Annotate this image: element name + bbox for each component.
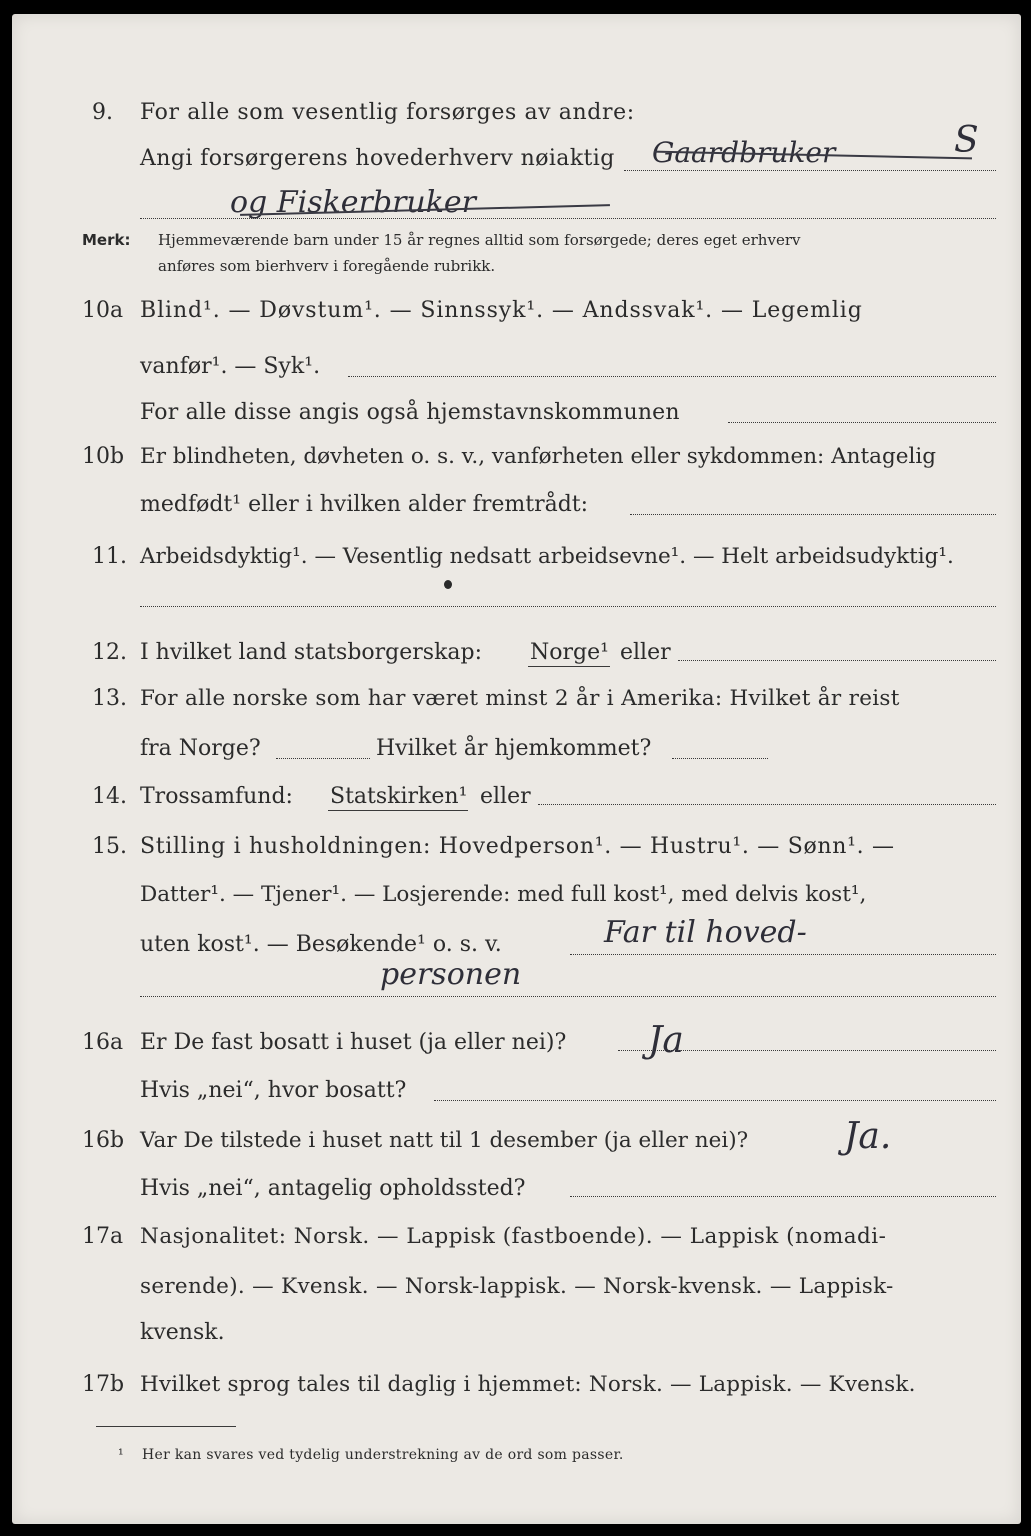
q15-line-3: uten kost¹. — Besøkende¹ o. s. v.: [140, 932, 502, 957]
q10a-hometown-line: [728, 422, 996, 423]
q12-number: 12.: [92, 640, 127, 665]
q16a-handwritten-answer: Ja: [648, 1020, 684, 1061]
q15-answer-line-1: [570, 954, 996, 955]
q16a-number: 16a: [82, 1030, 124, 1055]
q9-handwritten-answer-1: Gaardbruker: [652, 136, 836, 169]
q11-answer-line: [140, 606, 996, 607]
q15-answer-line-2: [140, 996, 996, 997]
q9-answer-line-1: [624, 170, 996, 171]
q10a-line-3: For alle disse angis også hjemstavnskommunen: [140, 400, 680, 425]
q9-line-1: For alle som vesentlig forsørges av andre:: [140, 100, 635, 125]
q10b-number: 10b: [82, 444, 125, 469]
q17a-line-1: Nasjonalitet: Norsk. — Lappisk (fastboende). — Lappisk (nomadi-: [140, 1224, 887, 1249]
footnote-mark: ¹: [118, 1447, 124, 1463]
q13-line-2b: Hvilket år hjemkommet?: [376, 736, 652, 761]
q13-line-1: For alle norske som har været minst 2 år i Amerika: Hvilket år reist: [140, 686, 900, 711]
q10a-number: 10a: [82, 298, 124, 323]
q14-suffix: eller: [480, 784, 531, 809]
q12-prefix: I hvilket land statsborgerskap:: [140, 640, 483, 665]
q9-handwritten-mark: S: [954, 120, 979, 161]
q10b-line-2: medfødt¹ eller i hvilken alder fremtrådt:: [140, 492, 589, 517]
q10a-answer-line: [348, 376, 996, 377]
q13-year-left-line: [276, 758, 370, 759]
q15-line-1: Stilling i husholdningen: Hovedperson¹. — Hustru¹. — Sønn¹. —: [140, 834, 895, 859]
q13-line-2a: fra Norge?: [140, 736, 261, 761]
merk-line-2: anføres som bierhverv i foregående rubrikk.: [158, 257, 496, 275]
q15-handwritten-answer-1: Far til hoved-: [604, 915, 807, 950]
q17a-line-2: serende). — Kvensk. — Norsk-lappisk. — Norsk-kvensk. — Lappisk-: [140, 1274, 894, 1299]
q14-number: 14.: [92, 784, 127, 809]
census-form-page: [12, 14, 1021, 1524]
q16b-handwritten-answer: Ja.: [844, 1116, 892, 1157]
q13-number: 13.: [92, 686, 127, 711]
q11-ink-dot: [444, 580, 452, 589]
q14-answer-line: [538, 804, 996, 805]
footnote-separator: [96, 1426, 236, 1427]
q13-year-returned-line: [672, 758, 768, 759]
q10a-line-1: Blind¹. — Døvstum¹. — Sinnssyk¹. — Andssvak¹. — Legemlig: [140, 298, 863, 323]
q16a-line-2: Hvis „nei“, hvor bosatt?: [140, 1078, 407, 1103]
q15-handwritten-answer-2: personen: [380, 957, 522, 992]
q16b-line-2: Hvis „nei“, antagelig opholdssted?: [140, 1176, 526, 1201]
q14-option-state-church: Statskirken¹: [330, 784, 468, 809]
q12-answer-line: [678, 660, 996, 661]
q16b-location-line: [570, 1196, 996, 1197]
q16a-residence-line: [434, 1100, 996, 1101]
q11-number: 11.: [92, 544, 127, 569]
q16a-line-1: Er De fast bosatt i huset (ja eller nei)?: [140, 1030, 567, 1055]
q16b-number: 16b: [82, 1128, 125, 1153]
q17b-line-1: Hvilket sprog tales til daglig i hjemmet: Norsk. — Lappisk. — Kvensk.: [140, 1372, 916, 1397]
q12-underline: [528, 666, 610, 667]
q16b-line-1: Var De tilstede i huset natt til 1 desember (ja eller nei)?: [140, 1128, 749, 1153]
q17b-number: 17b: [82, 1372, 125, 1397]
q9-line-2: Angi forsørgerens hovederhverv nøiaktig: [140, 146, 615, 171]
q9-handwritten-answer-2: og Fiskerbruker: [230, 185, 477, 220]
q9-number: 9.: [92, 100, 113, 125]
q10b-answer-line: [630, 514, 996, 515]
merk-line-1: Hjemmeværende barn under 15 år regnes alltid som forsørgede; deres eget erhverv: [158, 231, 801, 249]
q15-number: 15.: [92, 834, 127, 859]
q10a-line-2: vanfør¹. — Syk¹.: [140, 354, 321, 379]
q12-option-norway: Norge¹: [530, 640, 609, 665]
merk-label: Merk:: [82, 231, 131, 249]
q14-prefix: Trossamfund:: [140, 784, 293, 809]
q17a-number: 17a: [82, 1224, 124, 1249]
q11-line-1: Arbeidsdyktig¹. — Vesentlig nedsatt arbeidsevne¹. — Helt arbeidsudyktig¹.: [140, 544, 954, 569]
q10b-line-1: Er blindheten, døvheten o. s. v., vanførheten eller sykdommen: Antagelig: [140, 444, 936, 469]
q17a-line-3: kvensk.: [140, 1320, 225, 1345]
q14-underline: [328, 810, 468, 811]
footnote-text: Her kan svares ved tydelig understrekning av de ord som passer.: [142, 1447, 624, 1463]
q15-line-2: Datter¹. — Tjener¹. — Losjerende: med full kost¹, med delvis kost¹,: [140, 882, 867, 907]
q12-suffix: eller: [620, 640, 671, 665]
